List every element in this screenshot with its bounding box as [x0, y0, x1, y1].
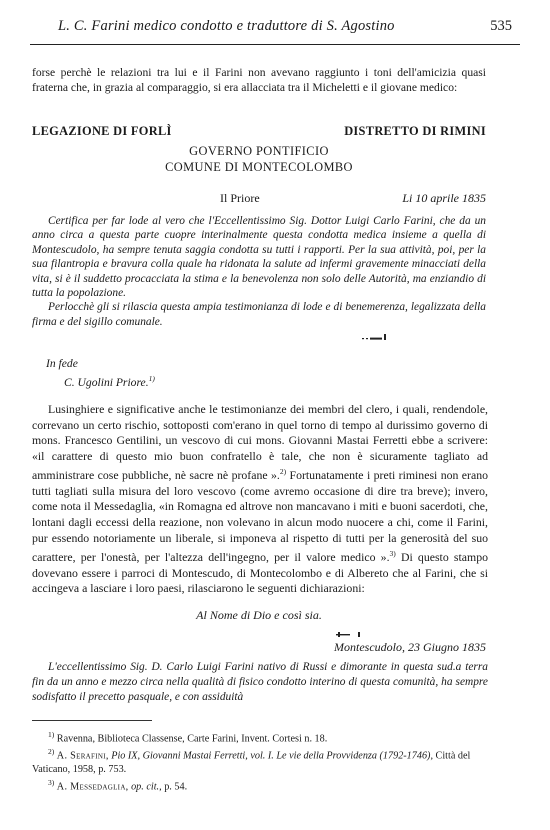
- in-fede-label: In fede: [46, 357, 78, 370]
- footnote-1-mark: 1): [48, 730, 55, 739]
- footnote-3-work: op. cit.,: [131, 781, 162, 793]
- heading-distretto: DISTRETTO DI RIMINI: [344, 124, 486, 138]
- main-text-part-2: Fortunatamente i preti riminesi non erano tutti tagliati sulla misura del loro vescovo (come avremo occasione di dire tra breve); invero, come nota il Messedaglia, «in Romagna ed altrove non mancavano i miti e buoni sacerdoti, che, lontani dagli eccessi della reazione, non volevano in alcun modo nuocere a chi, come il Farini, pur essendo notoriamente un liberale, si imponeva al rispetto di tutti per la generosità del suo carattere, per l'onestà, per l'altezza dell'ingegno, per il valore medico ».: [32, 468, 489, 565]
- heading-legazione: LEGAZIONE DI FORLÌ: [32, 124, 172, 138]
- signature-block: [46, 356, 155, 390]
- footnote-2: [32, 745, 486, 775]
- footnote-2-work: Pio IX, Giovanni Mastai Ferretti, vol. I. Le vie della Provvidenza (1792-1746),: [111, 750, 433, 762]
- heading-governo: GOVERNO PONTIFICIO: [189, 144, 329, 158]
- footnote-ref-2: 2): [279, 467, 287, 477]
- footnote-1: [32, 728, 486, 745]
- main-paragraph: [32, 402, 488, 597]
- main-text-part-1: Lusinghiere e significative anche le testimonianze dei membri del clero, i quali, rendendole, correvano un certo rischio, sottoposti com'erano in quel torno di tempo al durissimo governo di mons. Francesco Gentilini, un vescovo di cui mons. Giovanni Mastai Ferretti ebbe a scrivere: «il carattere di questo mio buon confratello è tale, che non è sicuramente tagliato ad amministrare cose pubbliche, nè sacre nè profane ».: [32, 402, 488, 483]
- certificate-paragraph-2: Perlocchè gli si rilascia questa ampia testimonianza di lode e di benemerenza, legalizzata della firma e del sigillo comunale.: [32, 301, 486, 328]
- footnote-ref-3: 3): [389, 549, 396, 559]
- seal-ornament-icon: [362, 334, 402, 342]
- signature-text: C. Ugolini Priore.: [64, 375, 149, 389]
- footnote-rule: [32, 720, 152, 721]
- priore-label: Il Priore: [220, 191, 260, 205]
- footnote-3-author: A. Messedaglia,: [56, 781, 129, 793]
- priore-signature: [46, 371, 155, 390]
- header-rule: [30, 44, 520, 45]
- running-head: [38, 18, 512, 35]
- running-head-title: L. C. Farini medico condotto e traduttore di S. Agostino: [58, 18, 395, 34]
- footnote-ref-1: 1): [148, 374, 155, 383]
- document-heading: [32, 124, 486, 139]
- footnote-3-mark: 3): [48, 777, 55, 787]
- footnote-3: [32, 776, 486, 793]
- main-paragraph-text: [32, 402, 488, 597]
- invocation: Al Nome di Dio e così sia.: [196, 608, 322, 622]
- main-text-part-3: Di questo stampo dovevano essere i parroci di Montescudo, di Montecolombo e di Albereto che al Farini, che si accingeva a lasciare i loro paesi, rilasciarono le seguenti dichiarazioni:: [32, 550, 488, 596]
- place-date: Montescudolo, 23 Giugno 1835: [334, 640, 486, 654]
- footnote-2-rest: Città del Vaticano, 1958, p. 753.: [32, 750, 471, 775]
- footnotes: [32, 728, 486, 793]
- heading-comune: COMUNE DI MONTECOLOMBO: [165, 160, 353, 174]
- page-number: 535: [490, 18, 512, 34]
- footnote-2-mark: 2): [48, 747, 55, 757]
- footnote-2-author: A. Serafini,: [56, 750, 109, 762]
- certificate-text: [32, 214, 486, 329]
- certificate-paragraph-1: Certifica per far lode al vero che l'Eccellentissimo Sig. Dottor Luigi Carlo Farini, che da un anno circa a questa parte cuopre interinalmente questa condotta medica insieme a quella di Montescudolo, ha sempre tenuta saggia condotta su tutti i rapporti. Per la sua attività, poi, per la sua filantropia e bravura colla quale ha ridonata la salute ad infermi gravemente minacciati della vita, si è il suddetto procacciata la stima e la benevolenza non solo delle Autorità, ma enziandio di tutta la popolazione.: [32, 215, 486, 300]
- final-paragraph-text: L'eccellentissimo Sig. D. Carlo Luigi Farini nativo di Russi e dimorante in questa sud.a terra fin da un anno e mezzo circa nella qualità di fisico condotto interino di questa comunità, ha sempre sodisfatto il precetto pasquale, e con assiduità: [32, 661, 488, 703]
- document-date: Li 10 aprile 1835: [402, 191, 486, 205]
- priore-date-line: [220, 191, 486, 206]
- cross-ornament-icon: [336, 631, 376, 639]
- intro-paragraph: forse perchè le relazioni tra lui e il Farini non avevano raggiunto i toni dell'amicizia quasi fraterna che, in grazia al comparaggio, si era allacciata tra il Micheletti e il giovane medico:: [32, 66, 486, 94]
- final-paragraph: [32, 660, 488, 705]
- footnote-1-text: Ravenna, Biblioteca Classense, Carte Farini, Invent. Cortesi n. 18.: [56, 733, 328, 745]
- footnote-3-rest: p. 54.: [161, 781, 188, 793]
